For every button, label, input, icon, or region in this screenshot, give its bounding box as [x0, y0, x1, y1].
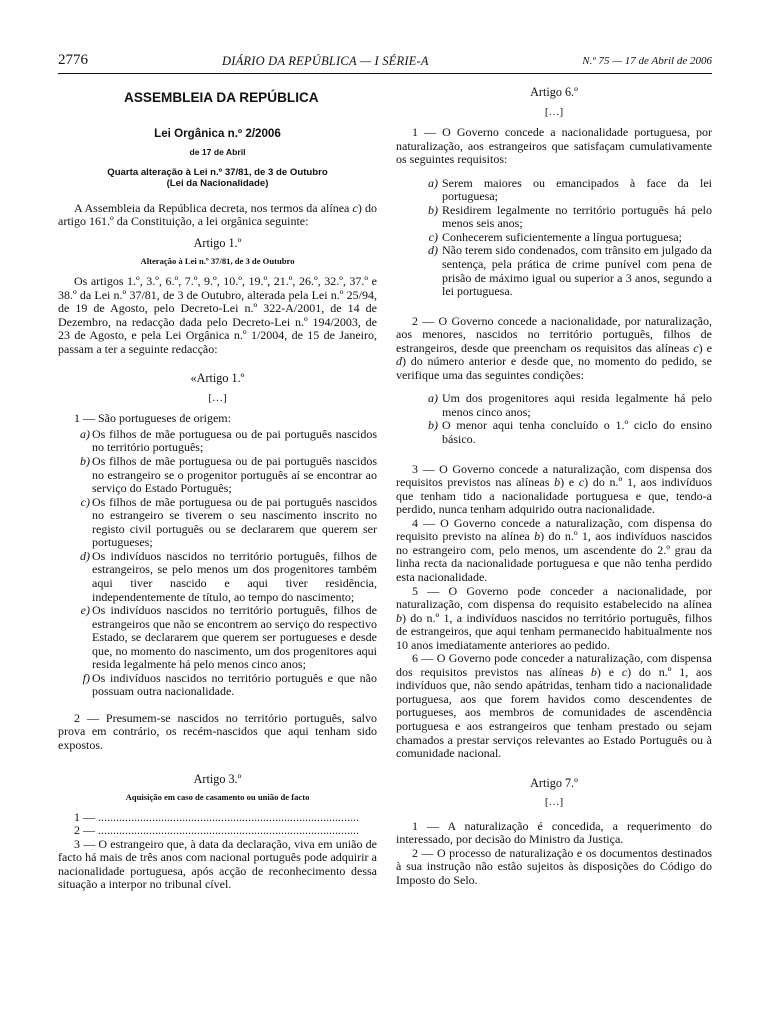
list-label: c) [428, 229, 438, 244]
paragraph-text: ) e [698, 340, 712, 355]
list-label: d) [80, 548, 90, 563]
origin-list [58, 428, 377, 699]
header-rule [58, 73, 712, 74]
article-heading: Artigo 1.º [193, 235, 242, 250]
list-label: b) [80, 454, 90, 469]
list-label: b) [428, 418, 438, 433]
paragraph-letter: b [396, 610, 402, 625]
law-subtitle-line1: Quarta alteração à Lei n.º 37/81, de 3 de Outubro [107, 166, 328, 178]
numbered-paragraph: 1 — São portugueses de origem: [74, 411, 231, 426]
paragraph-letter: d [396, 354, 402, 369]
paragraph-letter: c [578, 475, 585, 490]
left-column [58, 82, 377, 892]
page-number: 2776 [58, 52, 88, 68]
article-heading: Artigo 7.º [530, 775, 578, 790]
list-item [396, 419, 712, 446]
quoted-article-heading: «Artigo 1.º [190, 371, 245, 386]
list-text: Os indivíduos nascidos no território português, filhos de estrangeiros que não se encontrem ao serviço do respectivo Estado, se declararem que querem ser portugueses e desde que, no momento do nascimento, um dos progenitores aqui resida legalmente há pelo menos cinco anos; [92, 603, 377, 672]
list-item [396, 392, 712, 419]
preamble [58, 202, 377, 229]
list-text: Os indivíduos nascidos no território português, filhos de estrangeiros, se pelo menos um dos progenitores também aqui tiver nascido e aqui tiver residência, independentemente de título, ao tempo do nascimento; [92, 548, 377, 604]
article-heading: Artigo 3.º [193, 771, 242, 786]
paragraph-text: ) do número anterior e desde que, no momento do pedido, se verifique uma das seguintes condições: [396, 354, 712, 382]
preamble-text: A Assembleia da República decreta, nos termos da alínea [74, 200, 353, 215]
list-label: c) [80, 494, 90, 509]
list-item [58, 455, 377, 496]
list-label: f) [82, 670, 90, 685]
ellipsis: […] [544, 796, 564, 809]
list-item [58, 550, 377, 604]
paragraph-letter: b [590, 664, 597, 679]
article-heading: Artigo 6.º [530, 85, 578, 99]
paragraph-text: 2 — O Governo concede a nacionalidade, por naturalização, aos menores, nascidos no território português, filhos de estrangeiros, desde que preencham os requisitos das alíneas [396, 313, 712, 355]
paragraph-text: 6 — O Governo pode conceder a naturalização, com dispensa dos requisitos previstos nas alíneas [396, 651, 712, 679]
paragraph-text: ) do n.º 1, aos indivíduos que, não sendo apátridas, tenham tido a nacionalidade portuguesa, aos que forem havidos como descendentes de portugueses, aos membros de comunidades de ascendência portuguesa e aos estrangeiros que tenham prestado ou sejam chamados a prestar serviços relevantes ao Estado Português ou à comunidade nacional. [396, 664, 712, 761]
list-text: Residirem legalmente no território português há pelo menos seis anos; [442, 202, 712, 231]
paragraph-letter: c [693, 340, 699, 355]
article-paragraph: Os artigos 1.º, 3.º, 6.º, 7.º, 9.º, 10.º, 19.º, 21.º, 26.º, 32.º, 37.º e 38.º da Lei n.º 37/81, de 3 de Outubro, alterada pela Lei n.º 25/94, de 19 de Agosto, pelo Decreto-Lei n.º 322-A/2001, de 14 de Dezembro, na redacção dada pelo Decreto-Lei n.º 194/2003, de 23 de Agosto, e pela Lei Orgânica n.º 1/2004, de 15 de Janeiro, passam a ter a seguinte redacção: [58, 274, 377, 356]
numbered-paragraph [396, 517, 712, 585]
paragraph-text: ) e [560, 475, 579, 490]
list-text: Os filhos de mãe portuguesa ou de pai português nascidos no território português; [92, 426, 377, 455]
numbered-paragraph: 2 — O processo de naturalização e os documentos destinados à sua instrução não estão sujeitos às disposições do Código do Imposto do Selo. [396, 845, 712, 887]
list-item [58, 428, 377, 455]
list-label: a) [428, 175, 438, 190]
numbered-paragraph [396, 315, 712, 383]
law-subtitle-line2: (Lei da Nacionalidade) [166, 178, 269, 190]
list-label: e) [80, 603, 90, 618]
list-label: a) [428, 391, 438, 406]
ellipsis: […] [208, 391, 227, 404]
list-text: Conhecerem suficientemente a língua portuguesa; [442, 229, 682, 244]
list-text: Os filhos de mãe portuguesa ou de pai português nascidos no estrangeiro se o progenitor português aí se encontrar ao serviço do Estado Português; [92, 454, 377, 496]
list-label: a) [80, 426, 90, 441]
list-text: O menor aqui tenha concluído o 1.º ciclo do ensino básico. [442, 418, 712, 447]
list-label: b) [428, 202, 438, 217]
paragraph-letter: b [554, 475, 561, 490]
preamble-text-end: ) do artigo 161.º da Constituição, a lei orgânica seguinte: [58, 200, 377, 229]
numbered-paragraph: 3 — O estrangeiro que, à data da declaração, viva em união de facto há mais de três anos com nacional português pode adquirir a nacionalidade portuguesa, após acção de reconhecimento dessa situação a interpor no tribunal cível. [58, 836, 377, 892]
list-item [396, 231, 712, 245]
paragraph-text: ) do n.º 1, a indivíduos nascidos no território português, filhos de estrangeiros, que aqui tenham permanecido habitualmente nos 10 anos imediatamente anteriores ao pedido. [396, 610, 712, 652]
article-subtitle: Aquisição em caso de casamento ou união de facto [125, 792, 310, 803]
conditions-list [396, 392, 712, 446]
elided-paragraph: 2 — ....................................................................................... [74, 824, 359, 838]
list-text: Serem maiores ou emancipados à face da lei portuguesa; [442, 175, 712, 204]
ellipsis: […] [544, 105, 564, 118]
paragraph-text: ) do n.º 1, aos indivíduos nascidos no estrangeiro com, pelo menos, um ascendente do 2.º grau da linha recta da nacionalidade portuguesa e que não tenha perdido esta nacionalidade. [396, 529, 712, 584]
paragraph-text: 4 — O Governo concede a naturalização, com dispensa do requisito previsto na alínea [396, 515, 712, 544]
list-text: Um dos progenitores aqui resida legalmente há pelo menos cinco anos; [442, 391, 712, 419]
list-item [396, 244, 712, 298]
numbered-paragraph: 1 — O Governo concede a nacionalidade portuguesa, por naturalização, aos estrangeiros que satisfaçam cumulativamente os seguintes requisitos: [396, 125, 712, 167]
list-item [58, 604, 377, 672]
paragraph-text: 3 — O Governo concede a naturalização, com dispensa dos requisitos previstos nas alíneas [396, 461, 712, 490]
paragraph-letter: c [621, 664, 628, 679]
law-date: de 17 de Abril [189, 147, 246, 158]
journal-title: DIÁRIO DA REPÚBLICA — I SÉRIE-A [222, 54, 429, 68]
section-heading: ASSEMBLEIA DA REPÚBLICA [124, 90, 319, 105]
numbered-paragraph [396, 652, 712, 760]
preamble-letter: c [352, 200, 358, 215]
numbered-paragraph [396, 585, 712, 653]
list-text: Os indivíduos nascidos no território português e que não possuam outra nacionalidade. [92, 670, 377, 699]
law-title: Lei Orgânica n.º 2/2006 [154, 126, 281, 140]
list-label: d) [428, 243, 438, 258]
paragraph-text: ) do n.º 1, aos indivíduos que tenham tido a nacionalidade portuguesa e que, tendo-a perdido, nunca tenham adquirido outra nacionalidade. [396, 475, 712, 517]
list-item [58, 496, 377, 550]
paragraph-text: ) e [596, 664, 622, 679]
paragraph-text: 5 — O Governo pode conceder a nacionalidade, por naturalização, com dispensa do requisito estabelecido na alínea [396, 583, 712, 612]
paragraph-letter: b [534, 529, 541, 544]
numbered-paragraph: 1 — A naturalização é concedida, a requerimento do interessado, por decisão do Ministro da Justiça. [396, 818, 712, 847]
elided-paragraph: 1 — ....................................................................................... [74, 810, 359, 824]
list-item [396, 204, 712, 231]
requirements-list [396, 177, 712, 299]
list-text: Não terem sido condenados, com trânsito em julgado da sentença, pela prática de crime punível com pena de prisão de máximo igual ou superior a 3 anos, segundo a lei portuguesa. [442, 243, 712, 299]
numbered-paragraph [396, 463, 712, 517]
numbered-paragraph: 2 — Presumem-se nascidos no território português, salvo prova em contrário, os recém-nascidos que aqui tenham sido expostos. [58, 710, 377, 752]
issue-number: N.º 75 — 17 de Abril de 2006 [582, 55, 712, 67]
list-item [58, 672, 377, 699]
article-subtitle: Alteração à Lei n.º 37/81, de 3 de Outubro [140, 256, 295, 267]
list-item [396, 177, 712, 204]
list-text: Os filhos de mãe portuguesa ou de pai português nascidos no estrangeiro se tiverem o seu nascimento inscrito no registo civil português ou se declararem que querem ser portugueses; [92, 494, 377, 550]
law-subtitle [58, 167, 377, 190]
right-column [396, 82, 712, 887]
